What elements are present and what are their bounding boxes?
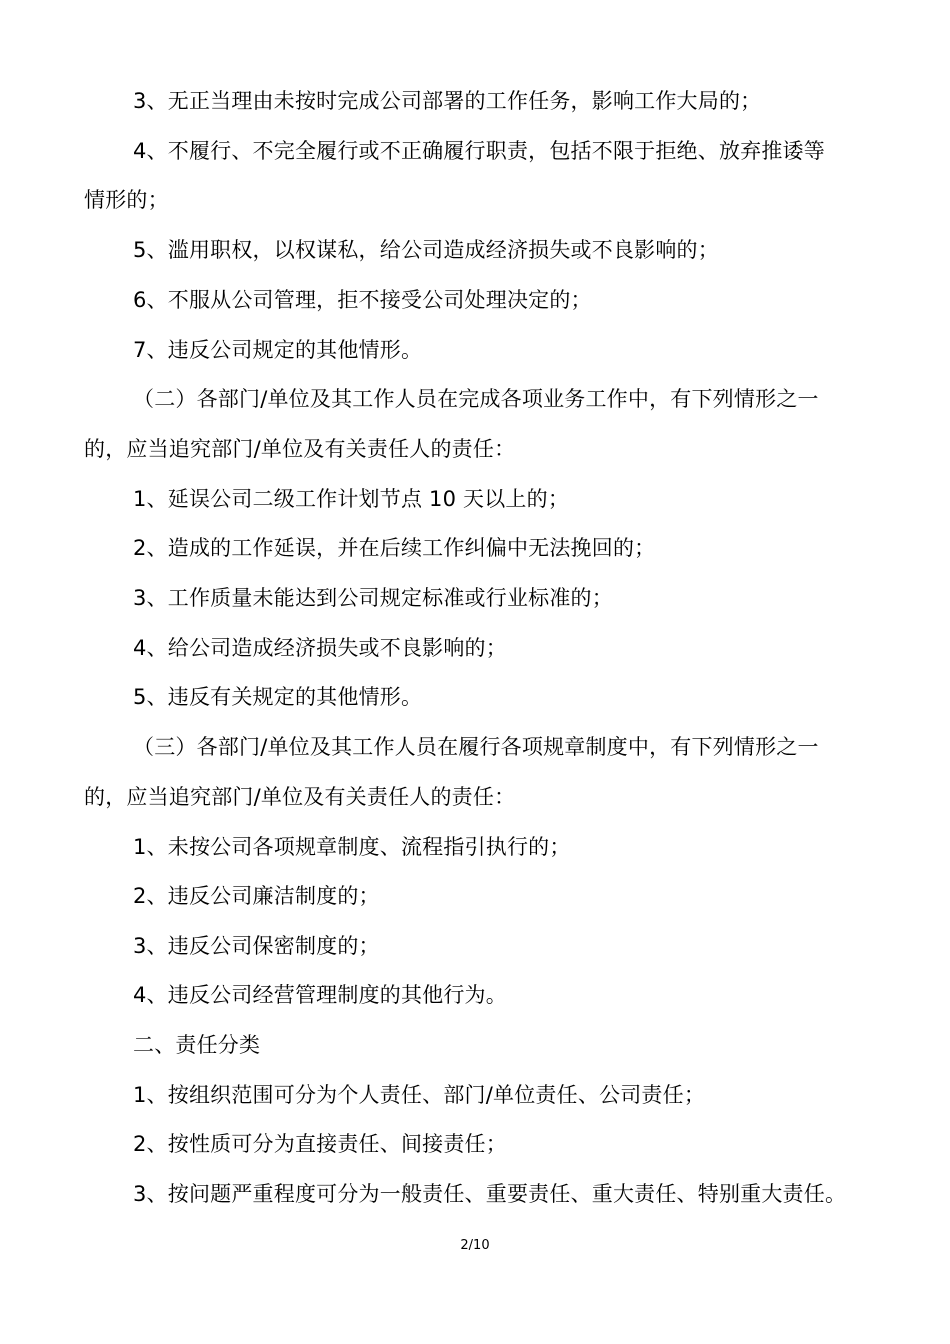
paragraph-line: 5、滥用职权，以权谋私，给公司造成经济损失或不良影响的； — [133, 238, 719, 262]
paragraph-line: 7、违反公司规定的其他情形。 — [133, 338, 423, 362]
paragraph-line: 2、按性质可分为直接责任、间接责任； — [133, 1132, 507, 1156]
paragraph-line: 的，应当追究部门/单位及有关责任人的责任： — [84, 785, 516, 809]
paragraph-line: 2、造成的工作延误，并在后续工作纠偏中无法挽回的； — [133, 536, 656, 560]
paragraph-line: （三）各部门/单位及其工作人员在履行各项规章制度中，有下列情形之一 — [133, 735, 819, 759]
paragraph-line: 3、按问题严重程度可分为一般责任、重要责任、重大责任、特别重大责任。 — [133, 1182, 847, 1206]
paragraph-line: 2、违反公司廉洁制度的； — [133, 884, 380, 908]
paragraph-line: 情形的； — [84, 188, 169, 212]
paragraph-line: 6、不服从公司管理，拒不接受公司处理决定的； — [133, 288, 592, 312]
paragraph-line: 4、给公司造成经济损失或不良影响的； — [133, 636, 507, 660]
paragraph-line: 1、未按公司各项规章制度、流程指引执行的； — [133, 835, 571, 859]
paragraph-line: 3、工作质量未能达到公司规定标准或行业标准的； — [133, 586, 613, 610]
paragraph-line: 的，应当追究部门/单位及有关责任人的责任： — [84, 437, 516, 461]
paragraph-line: 4、不履行、不完全履行或不正确履行职责，包括不限于拒绝、放弃推诿等 — [133, 139, 825, 163]
paragraph-line: 3、无正当理由未按时完成公司部署的工作任务，影响工作大局的； — [133, 89, 762, 113]
paragraph-line: （二）各部门/单位及其工作人员在完成各项业务工作中，有下列情形之一 — [133, 387, 819, 411]
paragraph-line: 1、延误公司二级工作计划节点 10 天以上的； — [133, 487, 570, 511]
section-heading: 二、责任分类 — [133, 1033, 261, 1057]
paragraph-line: 1、按组织范围可分为个人责任、部门/单位责任、公司责任； — [133, 1083, 706, 1107]
paragraph-line: 3、违反公司保密制度的； — [133, 934, 380, 958]
paragraph-line: 4、违反公司经营管理制度的其他行为。 — [133, 983, 507, 1007]
page-number: 2/10 — [460, 1238, 490, 1253]
paragraph-line: 5、违反有关规定的其他情形。 — [133, 685, 423, 709]
